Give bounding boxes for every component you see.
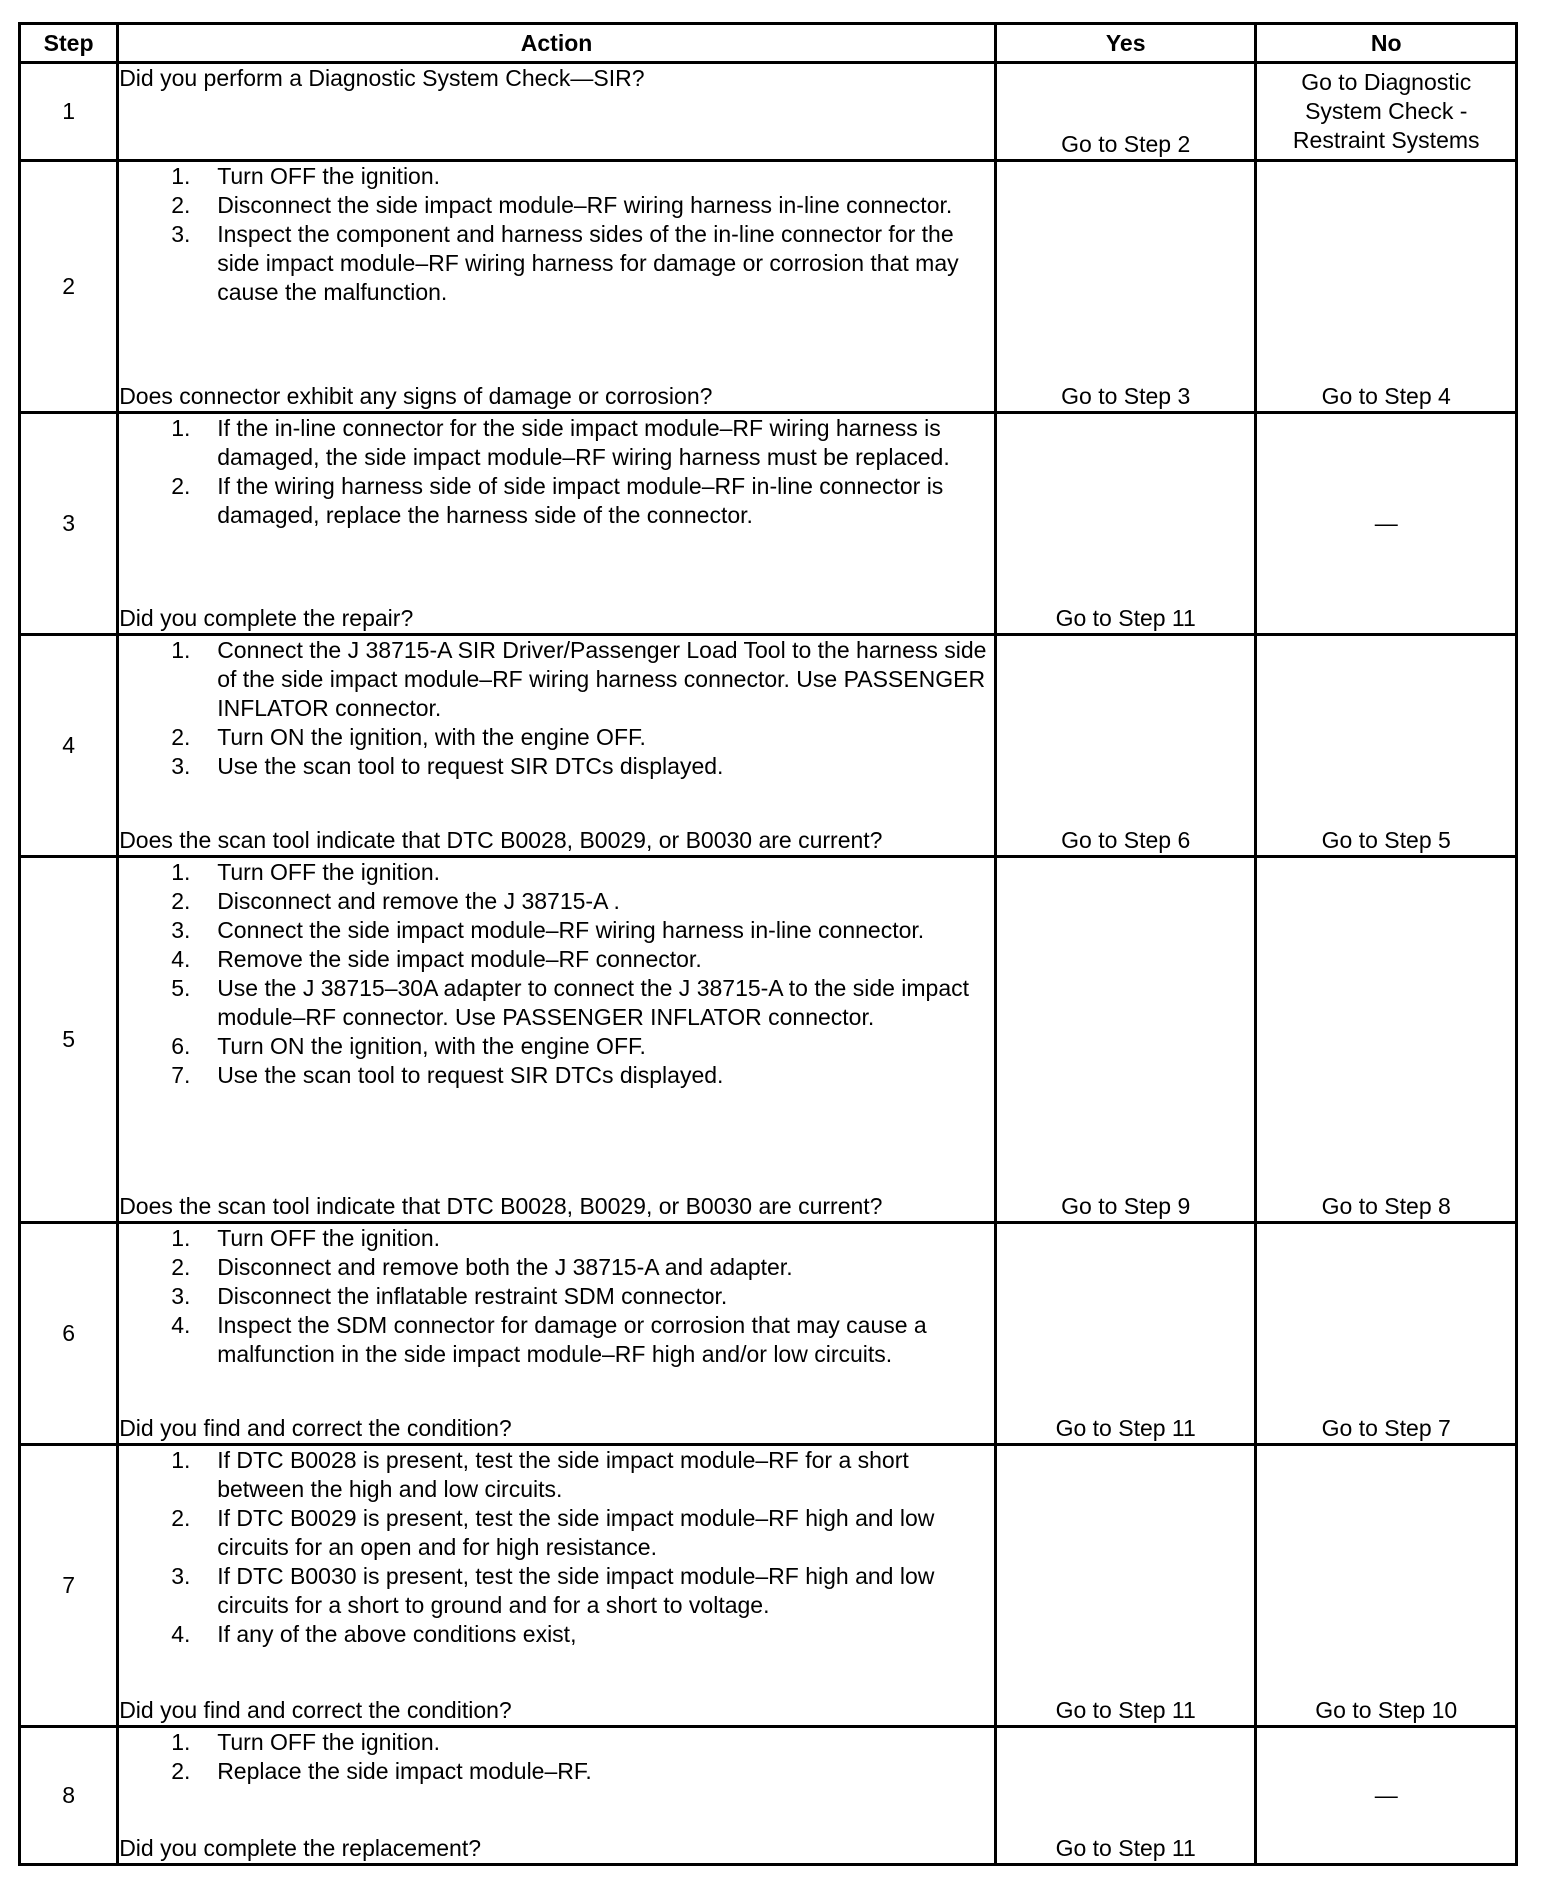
list-item: 3. If DTC B0030 is present, test the side impact module–RF high and low circuits for a short to ground and for a short to voltage.	[171, 1563, 935, 1618]
table-row	[20, 1223, 1517, 1445]
question-text: Did you find and correct the condition?	[119, 1415, 512, 1441]
instruction-list	[119, 1728, 994, 1786]
yes-cell: Go to Step 11	[995, 1223, 1256, 1445]
header-no: No	[1256, 24, 1517, 63]
yes-cell: Go to Step 6	[995, 635, 1256, 857]
yes-cell: Go to Step 2	[995, 63, 1256, 161]
step-number: 8	[20, 1727, 118, 1865]
no-cell: —	[1256, 413, 1517, 635]
table-row	[20, 63, 1517, 161]
list-item: 2. Disconnect and remove the J 38715-A .	[171, 888, 620, 914]
list-item: 3. Inspect the component and harness sides of the in-line connector for the side impact module–RF wiring harness for damage or corrosion that may cause the malfunction.	[171, 221, 959, 305]
header-yes: Yes	[995, 24, 1256, 63]
list-item: 4. Remove the side impact module–RF connector.	[171, 946, 702, 972]
list-item: 7. Use the scan tool to request SIR DTCs displayed.	[171, 1062, 724, 1088]
action-cell	[118, 63, 996, 161]
no-cell: Go to Step 10	[1256, 1445, 1517, 1727]
instruction-list	[119, 162, 994, 307]
step-number: 3	[20, 413, 118, 635]
no-cell: Go to Step 5	[1256, 635, 1517, 857]
list-item: 3. Disconnect the inflatable restraint SDM connector.	[171, 1283, 728, 1309]
table-body	[20, 63, 1517, 1865]
yes-cell: Go to Step 3	[995, 161, 1256, 413]
instruction-list	[119, 636, 994, 781]
instruction-list	[119, 414, 994, 530]
instruction-list	[119, 858, 994, 1090]
list-item: 1. Turn OFF the ignition.	[171, 163, 441, 189]
yes-cell: Go to Step 11	[995, 1727, 1256, 1865]
list-item: 2. Disconnect the side impact module–RF wiring harness in-line connector.	[171, 192, 953, 218]
table-row	[20, 413, 1517, 635]
list-item: 1. Turn OFF the ignition.	[171, 1729, 441, 1755]
list-item: 4. Inspect the SDM connector for damage or corrosion that may cause a malfunction in the side impact module–RF high and/or low circuits.	[171, 1312, 927, 1367]
table-row	[20, 635, 1517, 857]
instruction-list	[119, 1224, 994, 1369]
instruction-list	[119, 1446, 994, 1649]
list-item: 1. Connect the J 38715-A SIR Driver/Passenger Load Tool to the harness side of the side impact module–RF wiring harness connector. Use PASSENGER INFLATOR connector.	[171, 637, 987, 721]
question-text: Did you complete the replacement?	[119, 1835, 481, 1861]
list-item: 1. If DTC B0028 is present, test the side impact module–RF for a short between the high and low circuits.	[171, 1447, 909, 1502]
question-text: Did you find and correct the condition?	[119, 1697, 512, 1723]
action-cell	[118, 1223, 996, 1445]
no-cell: Go to Diagnostic System Check - Restraint Systems	[1256, 63, 1517, 161]
yes-cell: Go to Step 9	[995, 857, 1256, 1223]
table-row	[20, 857, 1517, 1223]
question-text: Does the scan tool indicate that DTC B0028, B0029, or B0030 are current?	[119, 827, 883, 853]
step-number: 7	[20, 1445, 118, 1727]
action-cell	[118, 1727, 996, 1865]
list-item: 2. Disconnect and remove both the J 38715-A and adapter.	[171, 1254, 793, 1280]
list-item: 3. Connect the side impact module–RF wiring harness in-line connector.	[171, 917, 925, 943]
table-row	[20, 1727, 1517, 1865]
list-item: 2. Turn ON the ignition, with the engine OFF.	[171, 724, 646, 750]
document-page	[18, 22, 1518, 1866]
question-text: Did you complete the repair?	[119, 605, 414, 631]
table-row	[20, 161, 1517, 413]
no-cell: —	[1256, 1727, 1517, 1865]
list-item: 2. If the wiring harness side of side impact module–RF in-line connector is damaged, replace the harness side of the connector.	[171, 473, 944, 528]
no-cell: Go to Step 7	[1256, 1223, 1517, 1445]
list-item: 1. If the in-line connector for the side impact module–RF wiring harness is damaged, the side impact module–RF wiring harness must be replaced.	[171, 415, 950, 470]
yes-cell: Go to Step 11	[995, 1445, 1256, 1727]
action-cell	[118, 1445, 996, 1727]
action-cell	[118, 857, 996, 1223]
step-number: 5	[20, 857, 118, 1223]
step-number: 1	[20, 63, 118, 161]
table-row	[20, 1445, 1517, 1727]
diagnostic-table	[18, 22, 1518, 1866]
question-text: Does connector exhibit any signs of damage or corrosion?	[119, 383, 713, 409]
list-item: 2. If DTC B0029 is present, test the side impact module–RF high and low circuits for an open and for high resistance.	[171, 1505, 935, 1560]
action-cell	[118, 161, 996, 413]
list-item: 5. Use the J 38715–30A adapter to connect the J 38715-A to the side impact module–RF connector. Use PASSENGER INFLATOR connector.	[171, 975, 970, 1030]
action-cell	[118, 635, 996, 857]
yes-cell: Go to Step 11	[995, 413, 1256, 635]
list-item: 4. If any of the above conditions exist,	[171, 1621, 577, 1647]
step-number: 4	[20, 635, 118, 857]
list-item: 6. Turn ON the ignition, with the engine OFF.	[171, 1033, 646, 1059]
table-header-row	[20, 24, 1517, 63]
list-item: 1. Turn OFF the ignition.	[171, 1225, 441, 1251]
action-cell	[118, 413, 996, 635]
list-item: 1. Turn OFF the ignition.	[171, 859, 441, 885]
question-text: Does the scan tool indicate that DTC B0028, B0029, or B0030 are current?	[119, 1193, 883, 1219]
no-cell: Go to Step 4	[1256, 161, 1517, 413]
question-text: Did you perform a Diagnostic System Check—SIR?	[119, 65, 645, 91]
no-cell: Go to Step 8	[1256, 857, 1517, 1223]
step-number: 2	[20, 161, 118, 413]
list-item: 2. Replace the side impact module–RF.	[171, 1758, 592, 1784]
list-item: 3. Use the scan tool to request SIR DTCs displayed.	[171, 753, 724, 779]
step-number: 6	[20, 1223, 118, 1445]
header-step: Step	[20, 24, 118, 63]
header-action: Action	[118, 24, 996, 63]
